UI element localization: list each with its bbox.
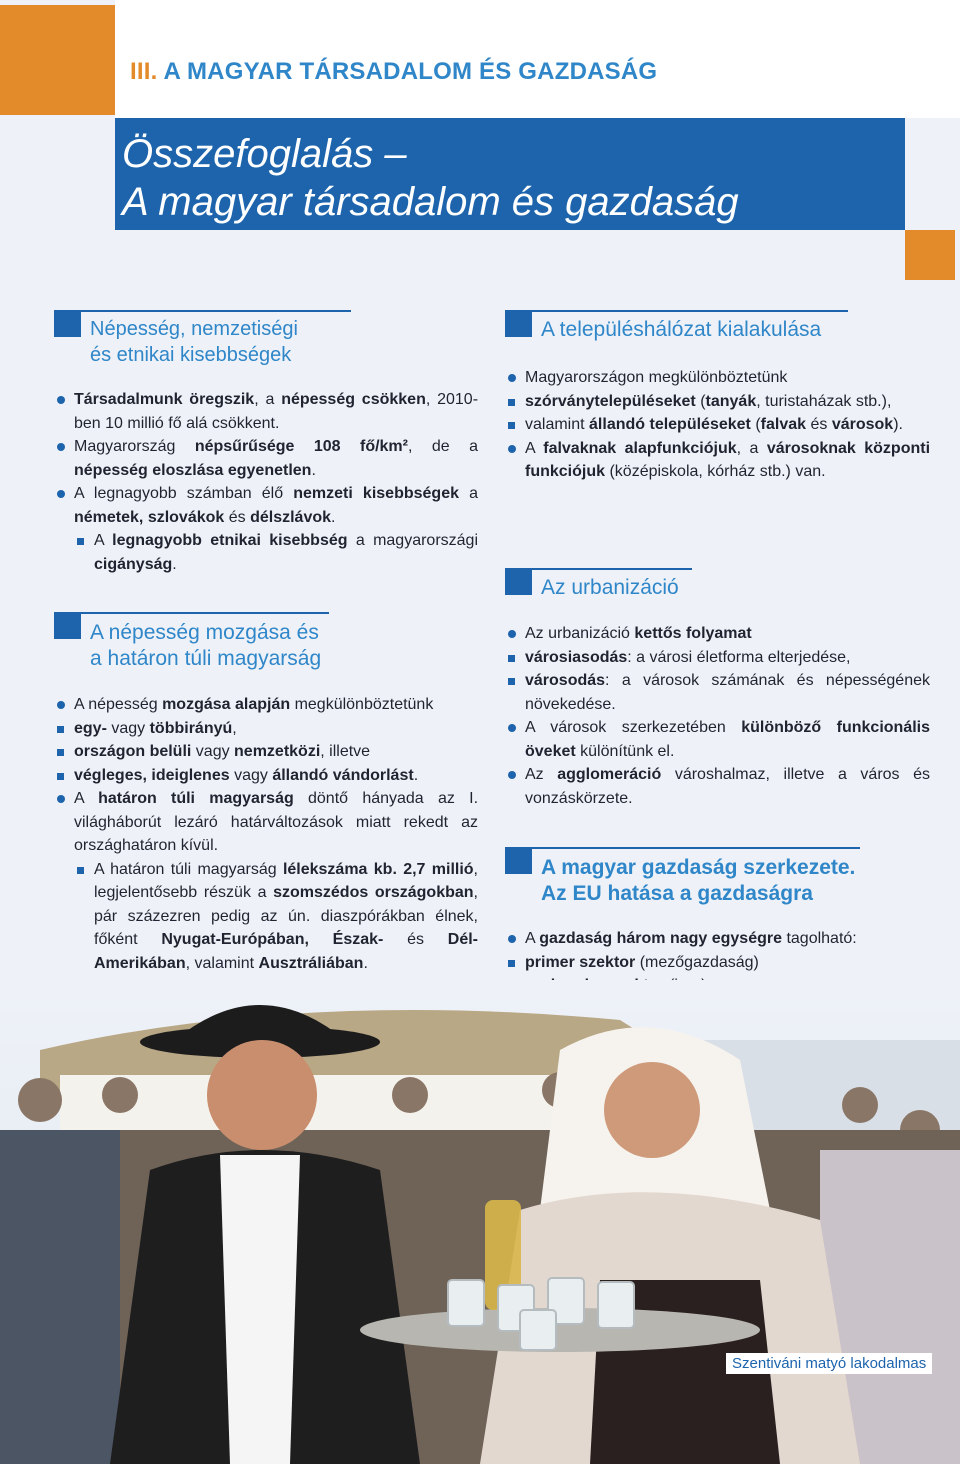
bullet-item: A gazdaság három nagy egységre tagolható:: [505, 927, 930, 951]
migration-block: [54, 693, 478, 975]
bullet-item: A falvaknak alapfunkciójuk, a városoknak központi funkciójuk (középiskola, kórház stb.) van.: [505, 437, 930, 484]
heading-line1: A magyar gazdaság szerkezete.: [541, 856, 856, 879]
bullet-item: Magyarországon megkülönböztetünk: [505, 366, 930, 390]
sub-bullet-item: egy- vagy többirányú,: [54, 717, 478, 741]
bullet-item: A népesség mozgása alapján megkülönböztetünk: [54, 693, 478, 717]
heading-rule: [532, 310, 848, 312]
heading-square: [54, 612, 81, 639]
sub-bullet-item: primer szektor (mezőgazdaság): [505, 951, 930, 975]
bullet-item: Társadalmunk öregszik, a népesség csökken, 2010-ben 10 millió fő alá csökkent.: [54, 388, 478, 435]
heading-line2: és etnikai kisebbségek: [90, 344, 292, 366]
chapter-heading: [130, 58, 657, 86]
heading-square: [505, 310, 532, 337]
bullet-item: A határon túli magyarság döntő hányada az I. világháborút lezáró határváltozások miatt rekedt az országhatáron kívül.: [54, 787, 478, 858]
heading-text: [90, 620, 321, 672]
heading-line2: a határon túli magyarság: [90, 647, 322, 670]
sub-bullet-item: szórványtelepüléseket (tanyák, turistaházak stb.),: [505, 390, 930, 414]
page-title-line1: Összefoglalás –: [122, 132, 407, 176]
heading-rule: [532, 568, 692, 570]
sub-bullet-item: A határon túli magyarság lélekszáma kb. 2,7 millió, legjelentősebb részük a szomszédos országokban, pár százezren pedig az ún. diaszpórákban élnek, főként Nyugat-Európában, Észak- és Dél-Amerikában, valamint Ausztráliában.: [74, 858, 478, 976]
heading-line1: A népesség mozgása és: [90, 621, 319, 644]
sub-bullet-item: városodás: a városok számának és népességének növekedése.: [505, 669, 930, 716]
sub-bullet-item: országon belüli vagy nemzetközi, illetve: [54, 740, 478, 764]
wedding-photo: [0, 980, 960, 1464]
decorative-orange-square: [905, 230, 955, 280]
sub-bullet-item: valamint állandó településeket (falvak és városok).: [505, 413, 930, 437]
page-title: [122, 130, 739, 226]
header-orange-block: [0, 5, 115, 115]
bullet-item: Az urbanizáció kettős folyamat: [505, 622, 930, 646]
urbanization-block: [505, 622, 930, 810]
sub-bullet-item: városiasodás: a városi életforma elterjedése,: [505, 646, 930, 670]
heading-rule: [81, 310, 351, 312]
heading-text: A településhálózat kialakulása: [541, 318, 822, 341]
heading-square: [505, 568, 532, 595]
wedding-photo-illustration: [0, 980, 960, 1464]
bullet-item: Az agglomeráció városhalmaz, illetve a város és vonzáskörzete.: [505, 763, 930, 810]
sub-bullet-item: végleges, ideiglenes vagy állandó vándorlást.: [54, 764, 478, 788]
photo-caption: Szentiváni matyó lakodalmas: [726, 1353, 932, 1374]
bullet-item: Magyarország népsűrűsége 108 fő/km², de a népesség eloszlása egyenetlen.: [54, 435, 478, 482]
page-title-line2: A magyar társadalom és gazdaság: [122, 180, 739, 224]
heading-text: [90, 316, 298, 368]
chapter-number: III.: [130, 58, 158, 85]
heading-square: [54, 310, 81, 337]
bullet-item: A legnagyobb számban élő nemzeti kisebbségek a németek, szlovákok és délszlávok.: [54, 482, 478, 529]
heading-text: [541, 855, 855, 907]
heading-square: [505, 847, 532, 874]
population-block: [54, 388, 478, 576]
heading-rule: [81, 612, 329, 614]
heading-rule: [532, 847, 860, 849]
chapter-title: A MAGYAR TÁRSADALOM ÉS GAZDASÁG: [163, 58, 658, 85]
heading-line2: Az EU hatása a gazdaságra: [541, 882, 813, 905]
bullet-item: A városok szerkezetében különböző funkcionális öveket különítünk el.: [505, 716, 930, 763]
settlements-block: [505, 366, 930, 484]
sub-bullet-item: A legnagyobb etnikai kisebbség a magyarországi cigányság.: [74, 529, 478, 576]
heading-text: Az urbanizáció: [541, 576, 679, 599]
heading-line1: Népesség, nemzetiségi: [90, 318, 298, 340]
